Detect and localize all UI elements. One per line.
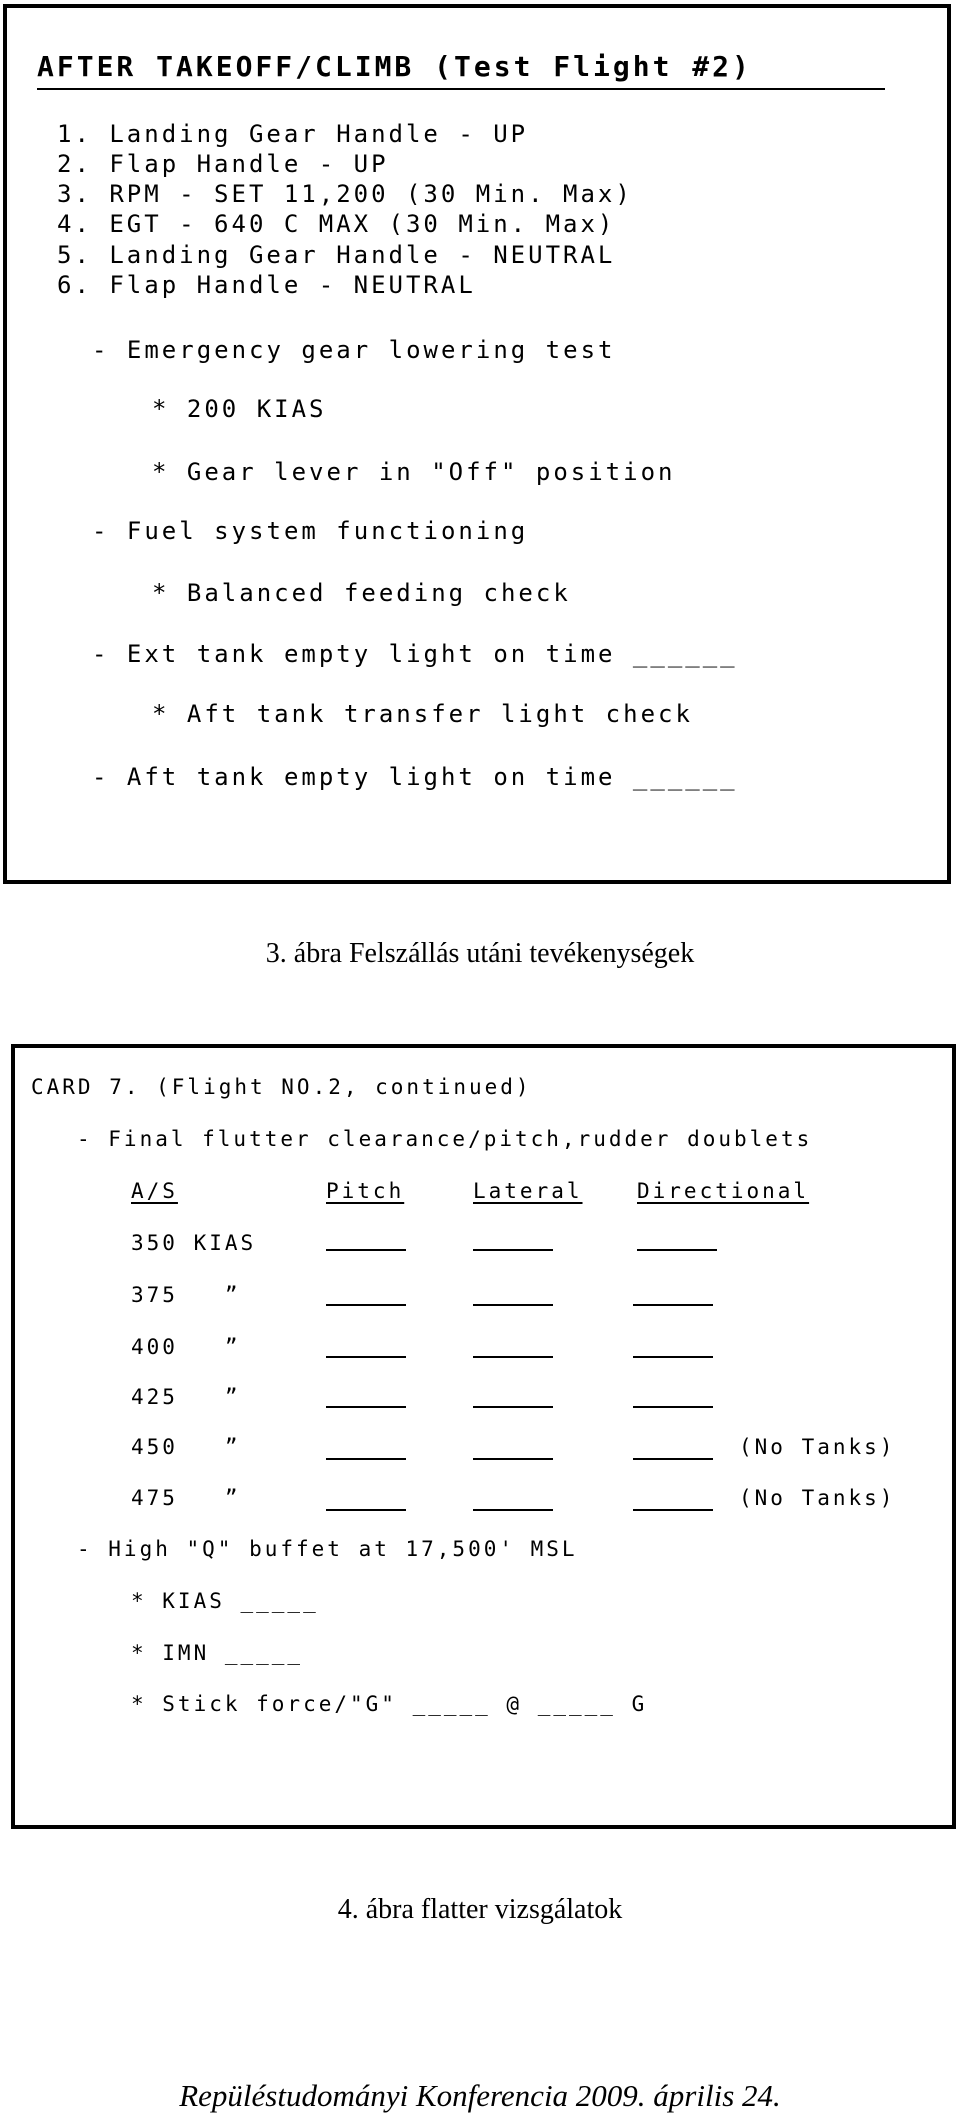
check-item: - Emergency gear lowering test xyxy=(92,336,616,364)
after-takeoff-card xyxy=(3,4,951,884)
buffet-subitem: * Stick force/"G" _____ @ _____ G xyxy=(131,1692,648,1716)
check-subitem: * Balanced feeding check xyxy=(152,579,571,607)
directional-blank xyxy=(633,1304,713,1306)
row-airspeed: 475 ” xyxy=(131,1486,241,1510)
row-airspeed: 400 ” xyxy=(131,1335,241,1359)
row-airspeed: 425 ” xyxy=(131,1385,241,1409)
directional-blank xyxy=(633,1458,713,1460)
pitch-blank xyxy=(326,1458,406,1460)
directional-blank xyxy=(633,1509,713,1511)
buffet-subitem: * KIAS _____ xyxy=(131,1589,319,1613)
row-airspeed: 450 ” xyxy=(131,1435,241,1459)
check-subitem: * 200 KIAS xyxy=(152,395,327,423)
col-header-as: A/S xyxy=(131,1179,178,1203)
lateral-blank xyxy=(473,1356,553,1358)
buffet-subitem: * IMN _____ xyxy=(131,1641,304,1665)
pitch-blank xyxy=(326,1509,406,1511)
lateral-blank xyxy=(473,1249,553,1251)
pitch-blank xyxy=(326,1406,406,1408)
checklist-item: 6. Flap Handle - NEUTRAL xyxy=(57,271,476,299)
col-header-directional: Directional xyxy=(637,1179,810,1203)
section-flutter: - Final flutter clearance/pitch,rudder doublets xyxy=(77,1127,813,1151)
check-item: - Fuel system functioning xyxy=(92,517,529,545)
checklist-item: 4. EGT - 640 C MAX (30 Min. Max) xyxy=(57,210,616,238)
figure-caption-3: 3. ábra Felszállás utáni tevékenységek xyxy=(265,938,695,969)
pitch-blank xyxy=(326,1304,406,1306)
pitch-blank xyxy=(326,1356,406,1358)
section-buffet: - High "Q" buffet at 17,500' MSL xyxy=(77,1537,578,1561)
card-title: AFTER TAKEOFF/CLIMB (Test Flight #2) xyxy=(37,50,752,83)
directional-blank xyxy=(637,1249,717,1251)
check-item: - Ext tank empty light on time ______ xyxy=(92,640,738,668)
title-underline xyxy=(37,88,885,90)
checklist-item: 5. Landing Gear Handle - NEUTRAL xyxy=(57,241,616,269)
check-subitem: * Aft tank transfer light check xyxy=(152,700,693,728)
card-header: CARD 7. (Flight NO.2, continued) xyxy=(31,1075,532,1099)
col-header-pitch: Pitch xyxy=(326,1179,405,1203)
lateral-blank xyxy=(473,1304,553,1306)
directional-blank xyxy=(633,1406,713,1408)
checklist-item: 1. Landing Gear Handle - UP xyxy=(57,120,529,148)
lateral-blank xyxy=(473,1509,553,1511)
page-footer: Repüléstudományi Konferencia 2009. április 24. xyxy=(179,2078,781,2113)
lateral-blank xyxy=(473,1458,553,1460)
checklist-item: 2. Flap Handle - UP xyxy=(57,150,389,178)
col-header-lateral: Lateral xyxy=(473,1179,583,1203)
flutter-card xyxy=(11,1044,956,1829)
checklist-item: 3. RPM - SET 11,200 (30 Min. Max) xyxy=(57,180,633,208)
row-note: (No Tanks) xyxy=(739,1486,896,1510)
pitch-blank xyxy=(326,1249,406,1251)
lateral-blank xyxy=(473,1406,553,1408)
figure-caption-4: 4. ábra flatter vizsgálatok xyxy=(337,1894,623,1925)
row-airspeed: 375 ” xyxy=(131,1283,241,1307)
directional-blank xyxy=(633,1356,713,1358)
check-item: - Aft tank empty light on time ______ xyxy=(92,763,738,791)
check-subitem: * Gear lever in "Off" position xyxy=(152,458,676,486)
row-airspeed: 350 KIAS xyxy=(131,1231,257,1255)
row-note: (No Tanks) xyxy=(739,1435,896,1459)
